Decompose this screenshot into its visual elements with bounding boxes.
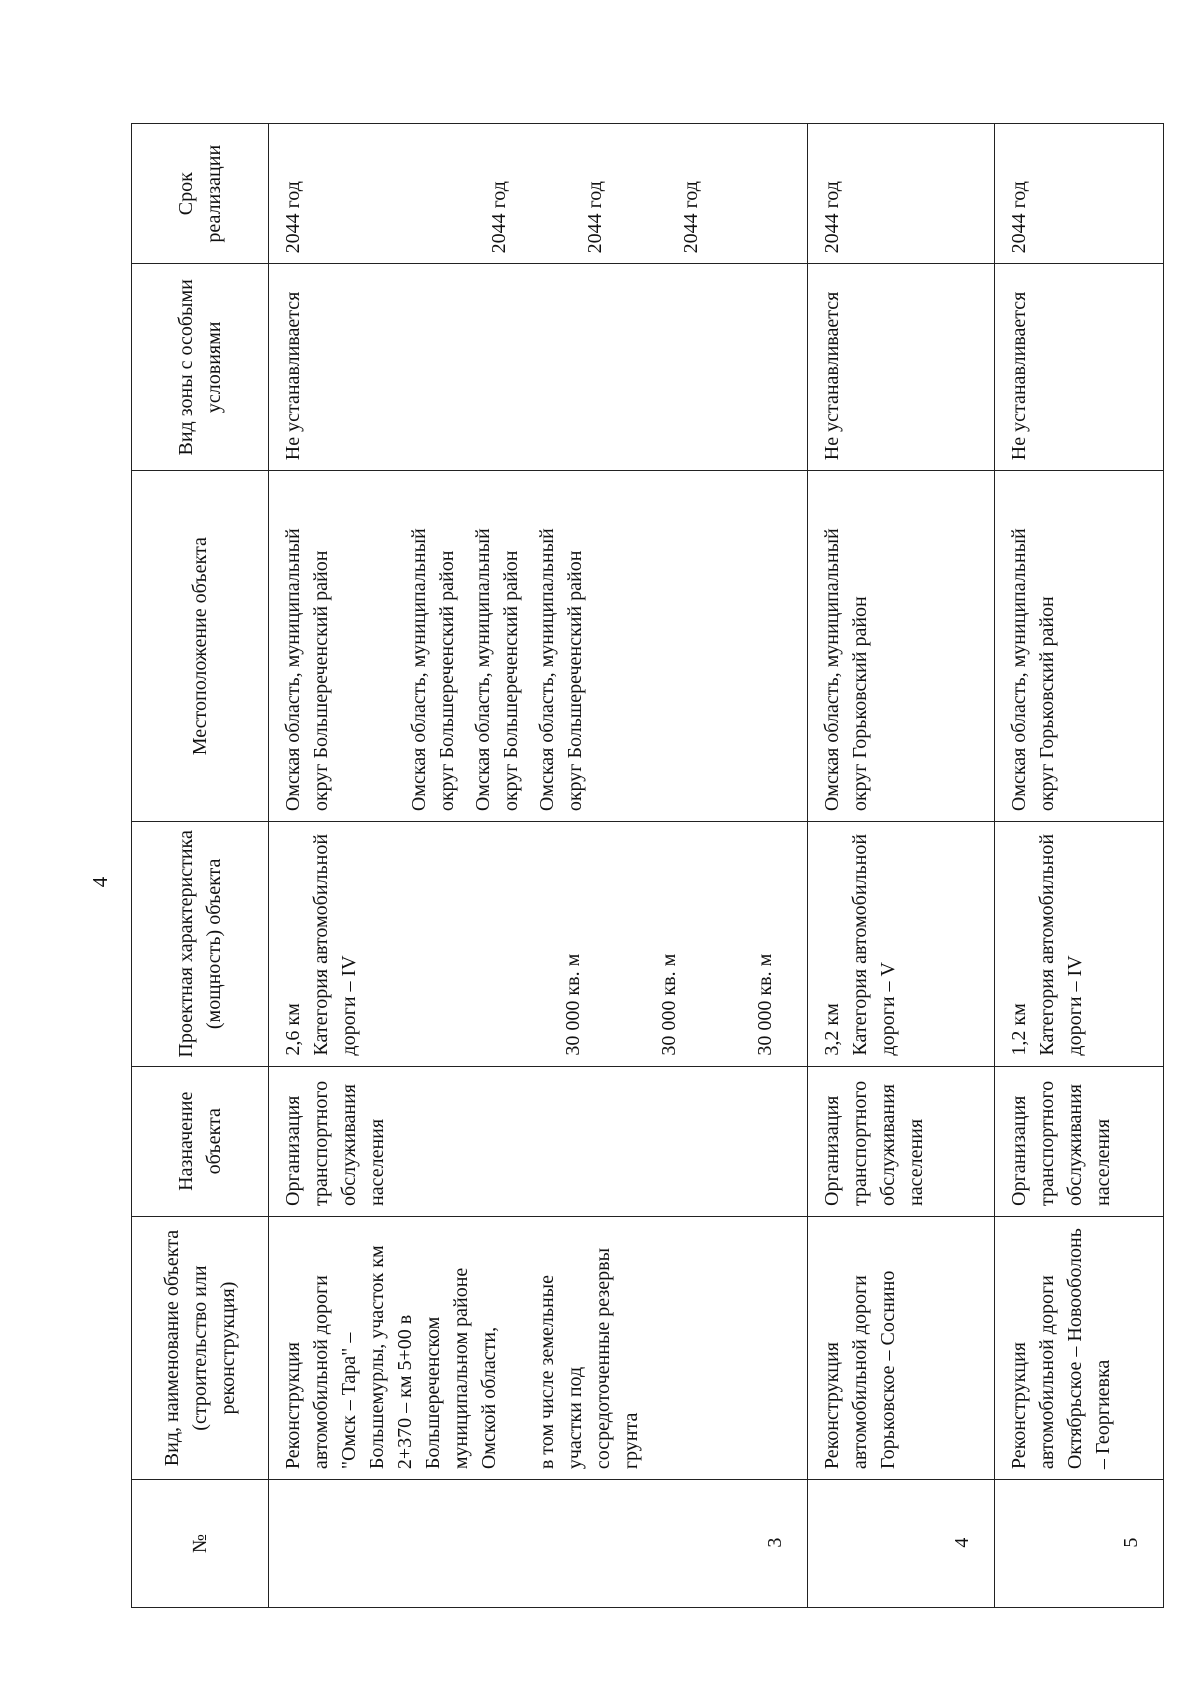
- object-capacity-cell: [808, 822, 995, 1066]
- table-row: [808, 124, 995, 1608]
- object-purpose: Организация транспортного обслуживания населения: [995, 1066, 1164, 1216]
- rotated-table-wrapper: [131, 123, 1142, 1608]
- header-term: Срок реализации: [132, 124, 269, 264]
- spacer: [363, 830, 559, 1055]
- object-name-cell: [269, 1216, 808, 1479]
- term-sub: 2044 год: [584, 181, 606, 254]
- row-number: 4: [808, 1480, 995, 1608]
- row-number: 3: [269, 1480, 808, 1608]
- table-row: [995, 124, 1164, 1608]
- location-sub: Омская область, муниципальный округ Большереченский район: [408, 528, 458, 812]
- object-term: 2044 год: [808, 124, 995, 264]
- object-purpose: Организация транспортного обслуживания населения: [269, 1066, 808, 1216]
- header-zone: Вид зоны с особыми условиями: [132, 264, 269, 471]
- object-name: Реконструкция автомобильной дороги Горьковское – Соснино: [808, 1216, 995, 1479]
- location-sub: Омская область, муниципальный округ Большереченский район: [536, 528, 586, 812]
- header-name: Вид, наименование объекта (строительство или реконструкция): [132, 1216, 269, 1479]
- object-purpose: Организация транспортного обслуживания населения: [808, 1066, 995, 1216]
- capacity-length: 1,2 км: [1008, 1003, 1030, 1056]
- capacity-category: Категория автомобильной дороги – V: [849, 833, 899, 1056]
- spacer: [587, 830, 655, 1055]
- capacity-sub-area: 30 000 кв. м: [658, 953, 680, 1056]
- capacity-length: 3,2 км: [821, 1003, 843, 1056]
- object-capacity-cell: [995, 822, 1164, 1066]
- object-zone: Не устанавливается: [808, 264, 995, 471]
- objects-table: [131, 123, 1164, 1608]
- object-capacity-cell: [269, 822, 808, 1066]
- location-sub: Омская область, муниципальный округ Большереченский район: [472, 528, 522, 812]
- term-main: 2044 год: [282, 181, 304, 254]
- object-zone: Не устанавливается: [995, 264, 1164, 471]
- object-location-cell: [269, 471, 808, 822]
- object-name-sub: в том числе земельные участки под сосредоточенные резервы грунта: [536, 1247, 642, 1470]
- spacer: [683, 830, 751, 1055]
- object-location: Омская область, муниципальный округ Горьковский район: [808, 471, 995, 822]
- table-row: [269, 124, 808, 1608]
- spacer: [513, 132, 581, 253]
- spacer: [609, 132, 677, 253]
- capacity-sub-area: 30 000 кв. м: [562, 953, 584, 1056]
- spacer: [307, 132, 485, 253]
- header-purpose: Назначение объекта: [132, 1066, 269, 1216]
- location-main: Омская область, муниципальный округ Большереченский район: [282, 528, 332, 812]
- capacity-category: Категория автомобильной дороги – IV: [310, 833, 360, 1056]
- table-container: [131, 123, 1142, 1608]
- header-location: Местоположение объекта: [132, 471, 269, 822]
- object-location: Омская область, муниципальный округ Горьковский район: [995, 471, 1164, 822]
- capacity-sub-area: 30 000 кв. м: [754, 953, 776, 1056]
- spacer: [335, 479, 405, 811]
- term-sub: 2044 год: [680, 181, 702, 254]
- object-term: 2044 год: [995, 124, 1164, 264]
- object-term-cell: [269, 124, 808, 264]
- object-name: Реконструкция автомобильной дороги Октябрьское – Новооболонь – Георгиевка: [995, 1216, 1164, 1479]
- term-sub: 2044 год: [488, 181, 510, 254]
- object-zone: Не устанавливается: [269, 264, 808, 471]
- capacity-category: Категория автомобильной дороги – IV: [1036, 833, 1086, 1056]
- capacity-length: 2,6 км: [282, 1003, 304, 1056]
- object-name: Реконструкция автомобильной дороги "Омск – Тара" – Большемурлы, участок км 2+370 – км 5+00 в Большереченском муниципальном районе Омской области,: [282, 1245, 500, 1470]
- row-number: 5: [995, 1480, 1164, 1608]
- page-number: 4: [88, 876, 112, 888]
- table-header-row: [132, 124, 269, 1608]
- header-capacity: Проектная характеристика (мощность) объекта: [132, 822, 269, 1066]
- header-num: №: [132, 1480, 269, 1608]
